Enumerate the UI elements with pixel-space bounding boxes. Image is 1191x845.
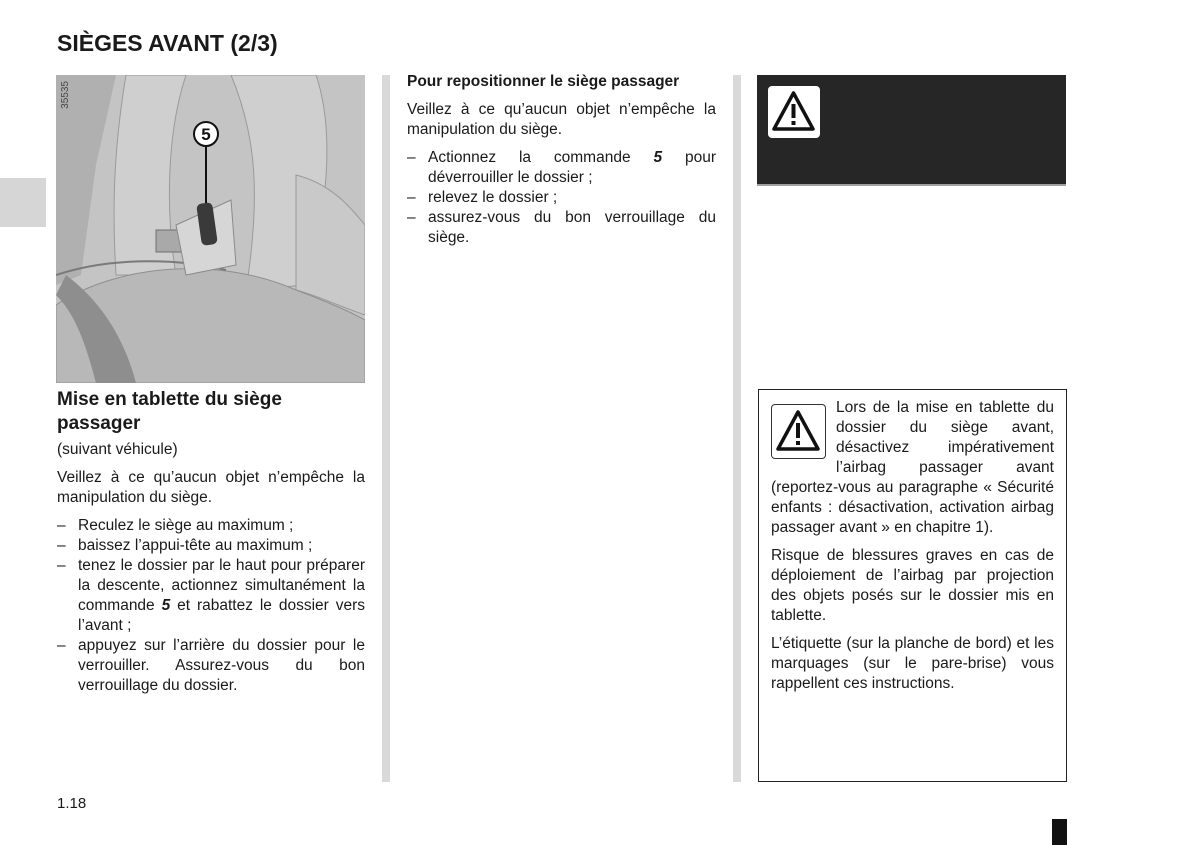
column-divider: [733, 75, 741, 782]
warning-triangle-icon: [768, 86, 820, 138]
list-item: – relevez le dossier ;: [407, 189, 558, 206]
airbag-warning-box: [758, 389, 1067, 782]
warning-paragraph: Risque de blessures graves en cas de déploiement de l’airbag par projection des objets posés sur le dossier mis en tablette.: [771, 547, 1054, 624]
list-item: – Actionnez la commande 5 pour déverrouiller le dossier ;: [407, 149, 716, 186]
fold-steps-list: [57, 516, 365, 696]
warning-paragraph: Lors de la mise en tablette du dossier du siège avant, désactivez impérativement l’airbag passager avant (reportez-vous au paragraphe « Sécurité enfants : désactivation, activation airbag passager avant » en chapitre 1).: [771, 399, 1054, 536]
section-intro: Veillez à ce qu’aucun objet n’empêche la manipulation du siège.: [57, 469, 365, 506]
seat-drawing: [56, 75, 365, 383]
control-ref: 5: [161, 597, 171, 614]
list-item: – assurez-vous du bon verrouillage du siège.: [407, 209, 716, 246]
list-item: – Reculez le siège au maximum ;: [57, 517, 294, 534]
dark-warning-panel: [757, 75, 1066, 186]
warning-triangle-icon: [771, 404, 826, 459]
seat-illustration: [56, 75, 365, 383]
section-intro: Veillez à ce qu’aucun objet n’empêche la manipulation du siège.: [407, 101, 716, 138]
corner-mark: [1052, 819, 1067, 845]
reposition-steps-list: [407, 148, 716, 248]
figure-code: 35535: [60, 81, 71, 109]
list-item: – appuyez sur l’arrière du dossier pour le verrouiller. Assurez-vous du bon verrouillage du dossier.: [57, 637, 365, 694]
section-fold-seat: [57, 388, 365, 696]
warning-paragraph: L’étiquette (sur la planche de bord) et les marquages (sur le pare-brise) vous rappellent ces instructions.: [771, 635, 1054, 692]
figure-callout-5: 5: [201, 125, 211, 144]
section-title-fold: Mise en tablette du siège passager: [57, 389, 282, 434]
section-title-reposition: Pour repositionner le siège passager: [407, 73, 680, 90]
chapter-tab: [0, 178, 46, 227]
page-number: 1.18: [57, 795, 87, 812]
list-item: – baissez l’appui-tête au maximum ;: [57, 537, 313, 554]
section-reposition-seat: [407, 72, 716, 248]
column-divider: [382, 75, 390, 782]
list-item: – tenez le dossier par le haut pour préparer la descente, actionnez simultanément la commande 5 et rabattez le dossier vers l’avant ;: [57, 557, 365, 634]
section-note: (suivant véhicule): [57, 441, 178, 458]
page-title: SIÈGES AVANT (2/3): [57, 30, 278, 56]
control-ref: 5: [653, 149, 663, 166]
